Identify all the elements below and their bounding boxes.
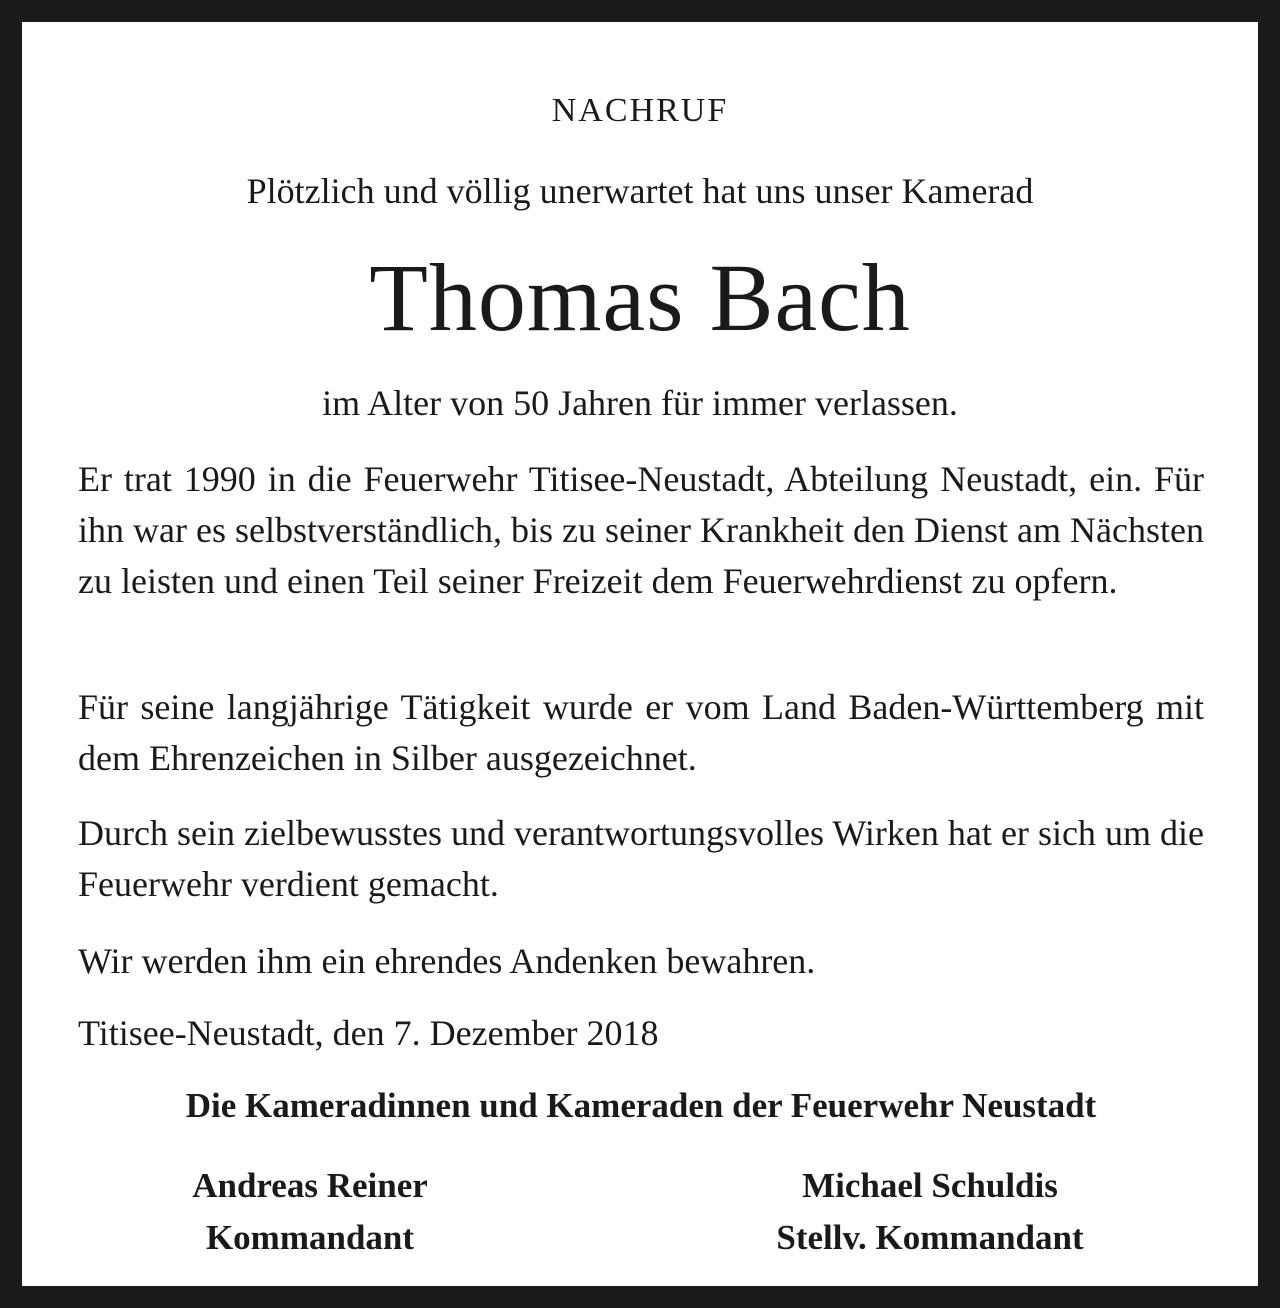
paragraph-award: Für seine langjährige Tätigkeit wurde er vom Land Baden-Württemberg mit dem Ehrenzeichen in Silber ausgezeichnet.	[78, 687, 1204, 778]
paragraph-remembrance: Wir werden ihm ein ehrendes Andenken bewahren.	[78, 941, 816, 981]
signer-commander	[110, 1160, 510, 1264]
paragraph-service: Er trat 1990 in die Feuerwehr Titisee-Neustadt, Abteilung Neustadt, ein. Für ihn war es selbstverständlich, bis zu seiner Krankheit den Dienst am Nächsten zu leisten und einen Teil seiner Freizeit dem Feuerwehrdienst zu opfern.	[78, 459, 1204, 601]
place-date: Titisee-Neustadt, den 7. Dezember 2018	[78, 1013, 659, 1053]
deceased-name: Thomas Bach	[369, 244, 911, 351]
signer-deputy-commander	[730, 1160, 1130, 1264]
paragraph-merit: Durch sein zielbewusstes und verantwortungsvolles Wirken hat er sich um die Feuerwehr verdient gemacht.	[78, 813, 1204, 904]
intro-line: Plötzlich und völlig unerwartet hat uns unser Kamerad	[246, 171, 1034, 211]
signoff-line: Die Kameradinnen und Kameraden der Feuerwehr Neustadt	[185, 1086, 1097, 1125]
notice-heading: NACHRUF	[551, 92, 729, 129]
signer-role: Kommandant	[205, 1218, 415, 1257]
signer-name: Michael Schuldis	[802, 1166, 1058, 1205]
obituary-notice	[22, 22, 1258, 1286]
signer-role: Stellv. Kommandant	[776, 1218, 1084, 1257]
age-line: im Alter von 50 Jahren für immer verlassen.	[322, 383, 958, 423]
signer-name: Andreas Reiner	[192, 1166, 428, 1205]
